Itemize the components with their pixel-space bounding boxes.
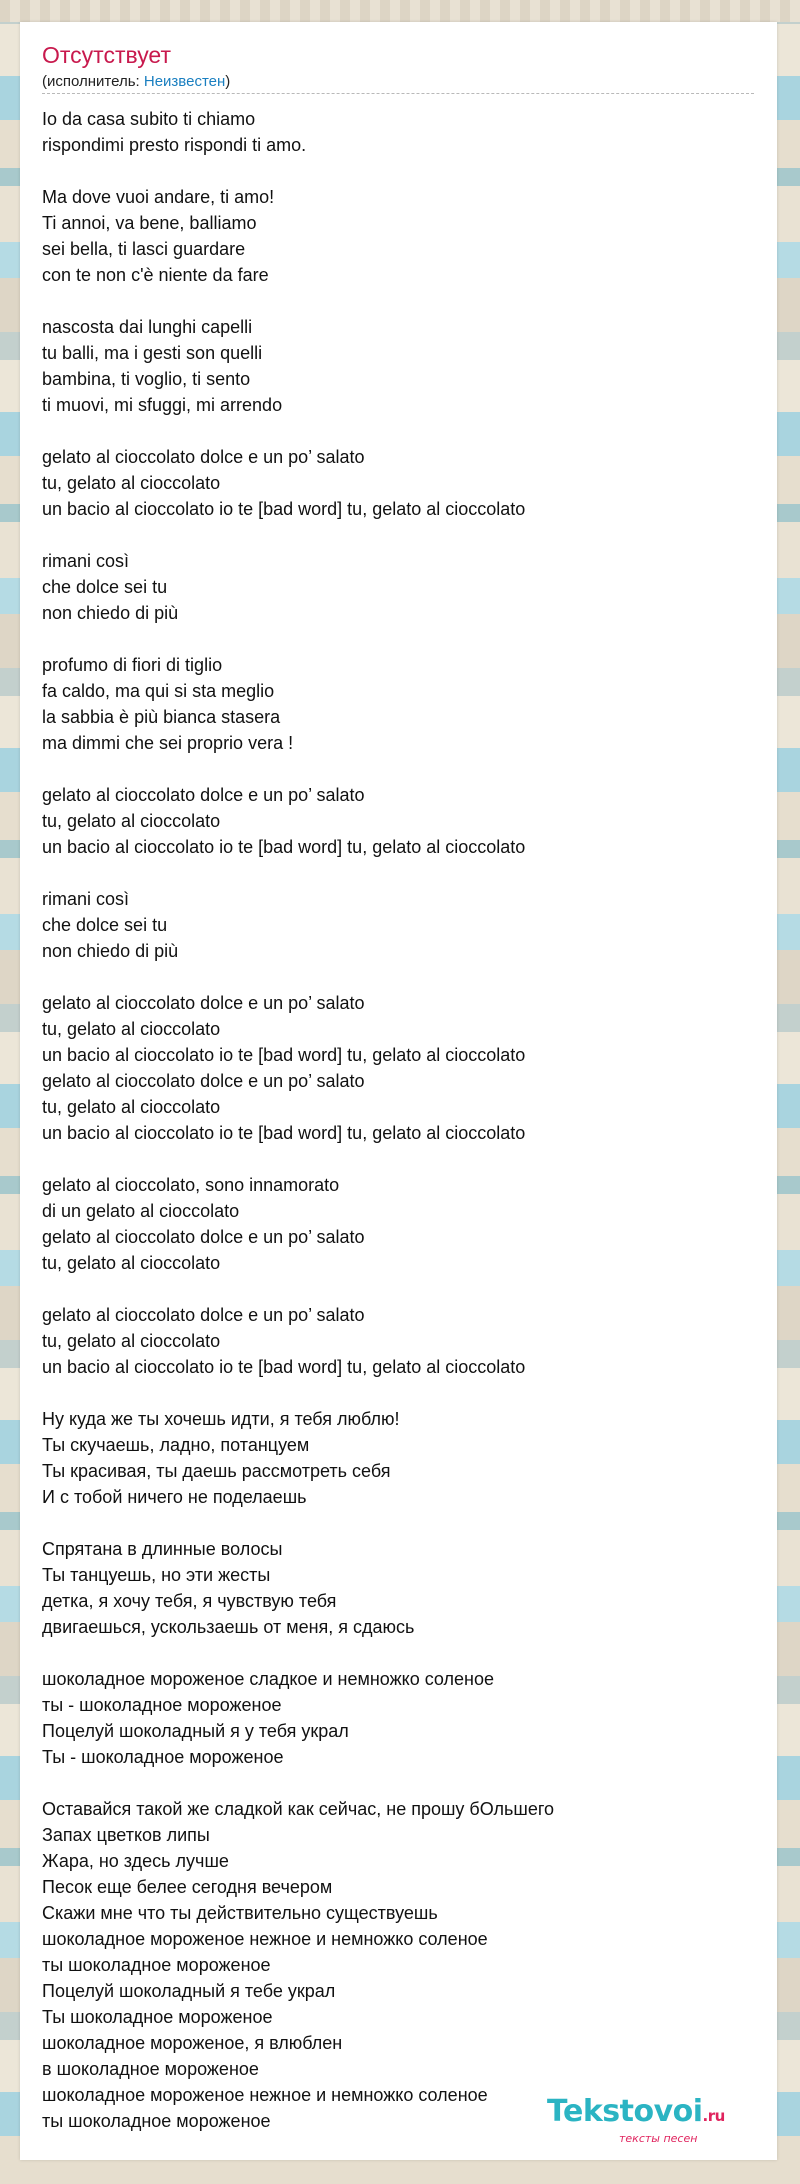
- stanza-break: [42, 964, 757, 990]
- logo-wordmark: [547, 2094, 725, 2129]
- lyric-line: Жара, но здесь лучше: [42, 1851, 229, 1871]
- lyric-line: un bacio al cioccolato io te [bad word] tu, gelato al cioccolato: [42, 1045, 526, 1065]
- lyric-line: bambina, ti voglio, ti sento: [42, 369, 251, 389]
- lyric-line: Спрятана в длинные волосы: [42, 1539, 283, 1559]
- lyric-line: шоколадное мороженое, я влюблен: [42, 2033, 343, 2053]
- stanza-break: [42, 1640, 757, 1666]
- lyric-line: gelato al cioccolato dolce e un po’ salato: [42, 1305, 365, 1325]
- logo-domain: .ru: [702, 2107, 725, 2125]
- lyric-line: детка, я хочу тебя, я чувствую тебя: [42, 1591, 337, 1611]
- lyric-line: ti muovi, mi sfuggi, mi arrendo: [42, 395, 283, 415]
- lyric-line: fa caldo, ma qui si sta meglio: [42, 681, 275, 701]
- lyric-line: rimani così: [42, 551, 130, 571]
- lyric-line: tu, gelato al cioccolato: [42, 811, 221, 831]
- lyric-line: un bacio al cioccolato io te [bad word] tu, gelato al cioccolato: [42, 1123, 526, 1143]
- lyric-line: non chiedo di più: [42, 941, 179, 961]
- lyric-line: Скажи мне что ты действительно существуешь: [42, 1903, 438, 1923]
- lyric-line: tu, gelato al cioccolato: [42, 1019, 221, 1039]
- lyric-line: tu, gelato al cioccolato: [42, 1097, 221, 1117]
- lyric-line: con te non c'è niente da fare: [42, 265, 269, 285]
- stanza-break: [42, 626, 757, 652]
- logo-tagline: тексты песен: [619, 2132, 698, 2145]
- lyric-line: ты шоколадное мороженое: [42, 2111, 271, 2131]
- lyric-line: la sabbia è più bianca stasera: [42, 707, 281, 727]
- stanza-break: [42, 522, 757, 548]
- lyric-line: Песок еще белее сегодня вечером: [42, 1877, 333, 1897]
- lyric-line: profumo di fiori di tiglio: [42, 655, 223, 675]
- stanza-break: [42, 1276, 757, 1302]
- lyric-line: rispondimi presto rispondi ti amo.: [42, 135, 307, 155]
- logo-name: Tekstovoi: [547, 2094, 703, 2129]
- lyric-line: Ma dove vuoi andare, ti amo!: [42, 187, 275, 207]
- lyric-line: che dolce sei tu: [42, 577, 168, 597]
- lyric-line: ma dimmi che sei proprio vera !: [42, 733, 294, 753]
- site-logo[interactable]: [547, 2094, 777, 2146]
- background-stripe: [0, 0, 800, 22]
- lyric-line: Ты танцуешь, но эти жесты: [42, 1565, 271, 1585]
- lyric-line: un bacio al cioccolato io te [bad word] tu, gelato al cioccolato: [42, 1357, 526, 1377]
- lyric-line: un bacio al cioccolato io te [bad word] tu, gelato al cioccolato: [42, 837, 526, 857]
- song-title: Отсутствует: [42, 42, 171, 68]
- lyric-line: gelato al cioccolato dolce e un po’ salato: [42, 1227, 365, 1247]
- lyric-line: Ti annoi, va bene, balliamo: [42, 213, 257, 233]
- lyric-line: non chiedo di più: [42, 603, 179, 623]
- stanza-break: [42, 1146, 757, 1172]
- lyric-line: tu balli, ma i gesti son quelli: [42, 343, 263, 363]
- lyric-line: И с тобой ничего не поделаешь: [42, 1487, 307, 1507]
- lyric-line: Ну куда же ты хочешь идти, я тебя люблю!: [42, 1409, 400, 1429]
- lyric-line: Ты шоколадное мороженое: [42, 2007, 273, 2027]
- lyric-line: rimani così: [42, 889, 130, 909]
- stanza-break: [42, 158, 757, 184]
- lyric-line: sei bella, ti lasci guardare: [42, 239, 246, 259]
- lyric-line: шоколадное мороженое нежное и немножко соленое: [42, 2085, 488, 2105]
- stanza-break: [42, 1510, 757, 1536]
- lyric-line: gelato al cioccolato dolce e un po’ salato: [42, 1071, 365, 1091]
- lyric-line: Io da casa subito ti chiamo: [42, 109, 256, 129]
- lyric-line: шоколадное мороженое нежное и немножко соленое: [42, 1929, 488, 1949]
- lyric-line: Запах цветков липы: [42, 1825, 210, 1845]
- artist-line: [42, 73, 230, 90]
- lyric-line: Ты - шоколадное мороженое: [42, 1747, 284, 1767]
- lyric-line: ты - шоколадное мороженое: [42, 1695, 282, 1715]
- lyric-line: gelato al cioccolato dolce e un po’ salato: [42, 447, 365, 467]
- lyric-line: tu, gelato al cioccolato: [42, 1331, 221, 1351]
- lyric-line: Ты скучаешь, ладно, потанцуем: [42, 1435, 310, 1455]
- lyrics-card: [20, 22, 777, 2160]
- lyric-line: un bacio al cioccolato io te [bad word] tu, gelato al cioccolato: [42, 499, 526, 519]
- lyric-line: ты шоколадное мороженое: [42, 1955, 271, 1975]
- artist-link[interactable]: Неизвестен: [143, 73, 226, 90]
- lyric-line: nascosta dai lunghi capelli: [42, 317, 253, 337]
- lyric-line: Оставайся такой же сладкой как сейчас, не прошу бОльшего: [42, 1799, 555, 1819]
- lyric-line: двигаешься, ускользаешь от меня, я сдаюсь: [42, 1617, 415, 1637]
- title-divider: [42, 93, 754, 94]
- stanza-break: [42, 1380, 757, 1406]
- stanza-break: [42, 418, 757, 444]
- lyric-line: шоколадное мороженое сладкое и немножко соленое: [42, 1669, 495, 1689]
- lyric-line: gelato al cioccolato, sono innamorato: [42, 1175, 340, 1195]
- lyric-line: Ты красивая, ты даешь рассмотреть себя: [42, 1461, 391, 1481]
- stanza-break: [42, 756, 757, 782]
- lyric-line: Поцелуй шоколадный я у тебя украл: [42, 1721, 349, 1741]
- lyric-line: gelato al cioccolato dolce e un po’ salato: [42, 785, 365, 805]
- stanza-break: [42, 288, 757, 314]
- lyric-line: gelato al cioccolato dolce e un po’ salato: [42, 993, 365, 1013]
- stanza-break: [42, 860, 757, 886]
- stanza-break: [42, 1770, 757, 1796]
- lyric-line: Поцелуй шоколадный я тебе украл: [42, 1981, 336, 2001]
- lyric-line: di un gelato al cioccolato: [42, 1201, 240, 1221]
- artist-suffix: ): [225, 73, 231, 90]
- lyric-line: tu, gelato al cioccolato: [42, 473, 221, 493]
- lyric-line: che dolce sei tu: [42, 915, 168, 935]
- lyric-line: tu, gelato al cioccolato: [42, 1253, 221, 1273]
- artist-prefix: (исполнитель:: [42, 73, 144, 90]
- lyric-line: в шоколадное мороженое: [42, 2059, 259, 2079]
- lyrics-text: [42, 106, 757, 2134]
